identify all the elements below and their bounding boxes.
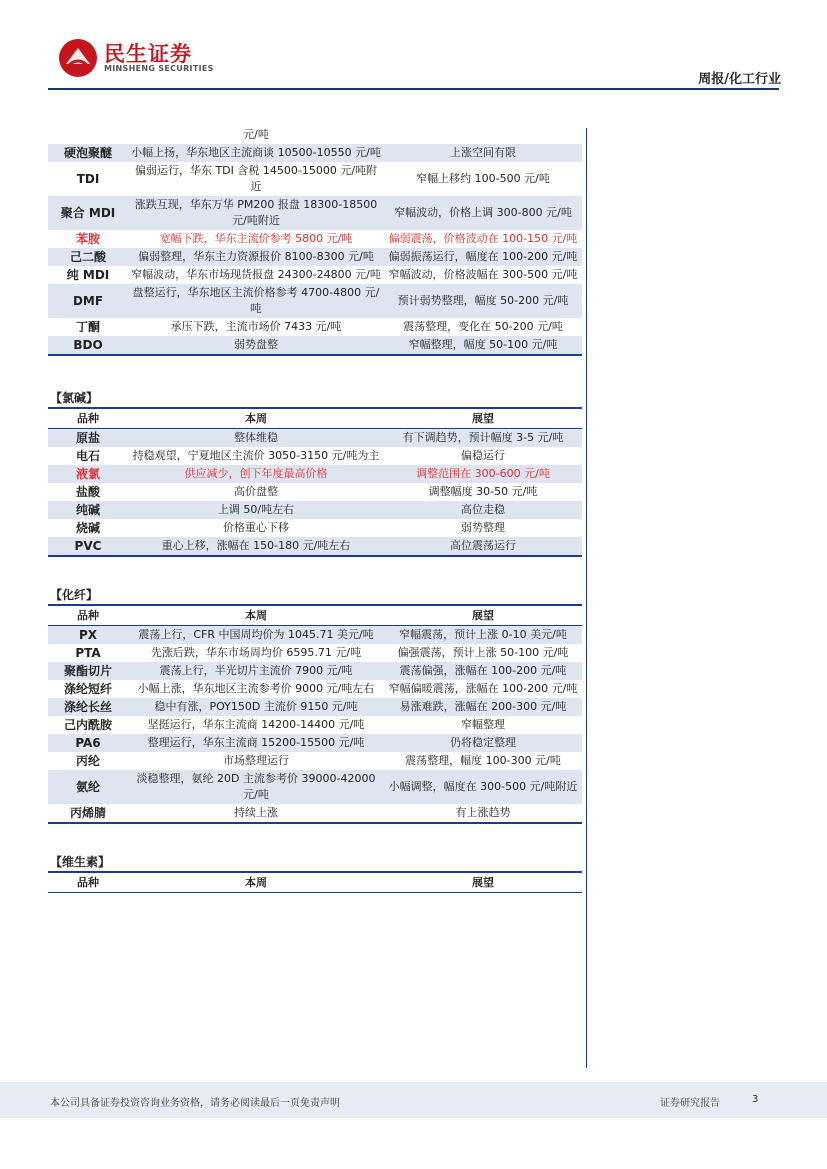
table-row xyxy=(48,126,582,144)
cell-week: 持续上涨 xyxy=(234,806,278,819)
table-header-row xyxy=(48,408,582,429)
table-body xyxy=(48,429,582,557)
table-body xyxy=(48,626,582,824)
cell-outlook: 窄幅整理，幅度 50-100 元/吨 xyxy=(384,336,582,355)
cell-outlook: 调整幅度 30-50 元/吨 xyxy=(428,485,538,498)
cell-outlook: 高位走稳 xyxy=(384,501,582,519)
cell-outlook: 偏强震荡，预计上涨 50-100 元/吨 xyxy=(397,646,569,659)
cell-name: 丁酮 xyxy=(75,320,100,334)
table-row xyxy=(48,429,582,448)
cell-outlook: 弱势整理 xyxy=(461,521,505,534)
cell-week: 偏弱整理，华东主力资源报价 8100-8300 元/吨 xyxy=(128,248,384,266)
cell-outlook: 偏弱震荡，价格波动在 100-150 元/吨 xyxy=(388,232,578,245)
cell-name: 氨纶 xyxy=(48,770,128,804)
cell-week: 先涨后跌，华东市场周均价 6595.71 元/吨 xyxy=(150,646,362,659)
table-row xyxy=(48,626,582,645)
table-row xyxy=(48,662,582,680)
cell-week: 窄幅波动，华东市场现货报盘 24300-24800 元/吨 xyxy=(131,268,381,281)
logo-text-en: MINSHENG SECURITIES xyxy=(104,64,214,73)
cell-week: 宽幅下跌，华东主流价参考 5800 元/吨 xyxy=(159,232,353,245)
col-header-week: 本周 xyxy=(128,605,384,626)
cell-name: 聚酯切片 xyxy=(48,662,128,680)
cell-name: 己二酸 xyxy=(48,248,128,266)
col-header-name: 品种 xyxy=(48,408,128,429)
table-row xyxy=(48,144,582,162)
table-row xyxy=(48,284,582,318)
section-title-chlor-alkali: 【氯碱】 xyxy=(50,391,99,405)
footer-report-label: 证券研究报告 xyxy=(660,1098,720,1109)
cell-outlook: 窄幅整理 xyxy=(461,718,505,731)
cell-week: 市场整理运行 xyxy=(223,754,289,767)
cell-name: BDO xyxy=(48,336,128,355)
table-row xyxy=(48,465,582,483)
cell-outlook: 上涨空间有限 xyxy=(384,144,582,162)
header-divider xyxy=(48,88,779,90)
cell-outlook: 有下调趋势，预计幅度 3-5 元/吨 xyxy=(384,429,582,448)
cell-name: 烧碱 xyxy=(75,521,100,535)
cell-week: 重心上移，涨幅在 150-180 元/吨左右 xyxy=(128,537,384,556)
cell-outlook: 窄幅波动，价格上调 300-800 元/吨 xyxy=(384,196,582,230)
page-number: 3 xyxy=(752,1094,759,1105)
cell-name: 盐酸 xyxy=(75,485,100,499)
cell-name: PX xyxy=(48,626,128,645)
cell-outlook: 高位震荡运行 xyxy=(384,537,582,556)
cell-week: 淡稳整理，氨纶 20D 主流参考价 39000-42000 元/吨 xyxy=(128,770,384,804)
minsheng-logo-icon xyxy=(58,38,98,78)
cell-week: 上调 50/吨左右 xyxy=(128,501,384,519)
table-row xyxy=(48,162,582,196)
table-row xyxy=(48,248,582,266)
cell-week: 涨跌互现，华东万华 PM200 报盘 18300-18500 元/吨附近 xyxy=(128,196,384,230)
col-header-name: 品种 xyxy=(48,605,128,626)
cell-outlook: 有上涨趋势 xyxy=(455,806,511,819)
main-content xyxy=(48,126,582,893)
cell-name: 硬泡聚醚 xyxy=(48,144,128,162)
cell-name: DMF xyxy=(48,284,128,318)
cell-name: 丙纶 xyxy=(75,754,100,768)
cell-week: 整理运行，华东主流商 15200-15500 元/吨 xyxy=(128,734,384,752)
cell-week: 偏弱运行，华东 TDI 含税 14500-15000 元/吨附近 xyxy=(134,164,378,193)
table-row xyxy=(48,483,582,501)
footer-disclaimer: 本公司具备证券投资咨询业务资格，请务必阅读最后一页免责声明 xyxy=(50,1098,340,1109)
table-row xyxy=(48,698,582,716)
col-header-week: 本周 xyxy=(128,408,384,429)
col-header-outlook: 展望 xyxy=(384,408,582,429)
table-row xyxy=(48,196,582,230)
cell-name: PVC xyxy=(48,537,128,556)
cell-week: 承压下跌，主流市场价 7433 元/吨 xyxy=(170,320,342,333)
table-fiber xyxy=(48,604,582,824)
cell-name: PA6 xyxy=(48,734,128,752)
table-row xyxy=(48,447,582,465)
table-row xyxy=(48,804,582,823)
cell-outlook: 窄幅震荡，预计上涨 0-10 美元/吨 xyxy=(384,626,582,645)
table-row xyxy=(48,644,582,662)
cell-name: 纯碱 xyxy=(48,501,128,519)
cell-name: 电石 xyxy=(75,449,100,463)
cell-week: 元/吨 xyxy=(243,128,269,141)
cell-name xyxy=(48,126,128,144)
cell-week: 坚挺运行，华东主流商 14200-14400 元/吨 xyxy=(147,718,365,731)
cell-name: 己内酰胺 xyxy=(63,718,112,732)
table-row xyxy=(48,336,582,355)
right-margin-rule xyxy=(586,128,587,1068)
cell-name: 原盐 xyxy=(48,429,128,448)
table-row xyxy=(48,501,582,519)
cell-outlook: 震荡整理，幅度 100-300 元/吨 xyxy=(405,754,561,767)
col-header-outlook: 展望 xyxy=(384,605,582,626)
cell-week: 整体维稳 xyxy=(128,429,384,448)
cell-week: 小幅上涨，华东地区主流参考价 9000 元/吨左右 xyxy=(137,682,375,695)
cell-name: 苯胺 xyxy=(75,232,100,246)
cell-week: 小幅上扬，华东地区主流商谈 10500-10550 元/吨 xyxy=(128,144,384,162)
cell-outlook: 震荡偏强，涨幅在 100-200 元/吨 xyxy=(384,662,582,680)
cell-name: 液氯 xyxy=(48,465,128,483)
cell-week: 高价盘整 xyxy=(234,485,278,498)
table-body xyxy=(48,126,582,355)
report-type: 周报/化工行业 xyxy=(698,72,781,87)
table-row xyxy=(48,318,582,336)
section-title-fiber: 【化纤】 xyxy=(50,588,99,602)
col-header-week: 本周 xyxy=(128,872,384,893)
table-header-row xyxy=(48,872,582,893)
table-row xyxy=(48,537,582,556)
table-row xyxy=(48,770,582,804)
cell-outlook xyxy=(384,126,582,144)
table-vitamin xyxy=(48,871,582,893)
cell-name: 聚合 MDI xyxy=(48,196,128,230)
cell-week: 价格重心下移 xyxy=(223,521,289,534)
table-row xyxy=(48,230,582,248)
table-row xyxy=(48,680,582,698)
logo-text-cn: 民生证券 xyxy=(104,42,192,66)
cell-outlook: 小幅调整，幅度在 300-500 元/吨附近 xyxy=(384,770,582,804)
cell-outlook: 偏弱振荡运行，幅度在 100-200 元/吨 xyxy=(384,248,582,266)
col-header-outlook: 展望 xyxy=(384,872,582,893)
cell-week: 盘整运行，华东地区主流价格参考 4700-4800 元/吨 xyxy=(128,284,384,318)
cell-week: 震荡上行，半光切片主流价 7900 元/吨 xyxy=(128,662,384,680)
cell-outlook: 震荡整理，变化在 50-200 元/吨 xyxy=(403,320,563,333)
cell-name: 纯 MDI xyxy=(66,268,110,282)
cell-week: 弱势盘整 xyxy=(128,336,384,355)
cell-week: 震荡上行，CFR 中国周均价为 1045.71 美元/吨 xyxy=(128,626,384,645)
cell-outlook: 窄幅波动，价格波幅在 300-500 元/吨 xyxy=(388,268,578,281)
cell-week: 供应减少，创下年度最高价格 xyxy=(128,465,384,483)
cell-name: TDI xyxy=(76,172,100,186)
table-row xyxy=(48,266,582,284)
table-row xyxy=(48,716,582,734)
cell-outlook: 调整范围在 300-600 元/吨 xyxy=(384,465,582,483)
col-header-name: 品种 xyxy=(48,872,128,893)
cell-outlook: 预计弱势整理，幅度 50-200 元/吨 xyxy=(384,284,582,318)
cell-name: 涤纶短纤 xyxy=(63,682,112,696)
table-row xyxy=(48,519,582,537)
cell-outlook: 偏稳运行 xyxy=(461,449,505,462)
cell-week: 持稳观望，宁夏地区主流价 3050-3150 元/吨为主 xyxy=(132,449,380,462)
cell-name: 涤纶长丝 xyxy=(48,698,128,716)
cell-name: PTA xyxy=(75,646,101,660)
cell-name: 丙烯腈 xyxy=(69,806,106,820)
cell-week: 稳中有涨，POY150D 主流价 9150 元/吨 xyxy=(128,698,384,716)
page-footer xyxy=(0,1082,827,1118)
page-header xyxy=(0,0,827,90)
table-header-row xyxy=(48,605,582,626)
section-title-vitamin: 【维生素】 xyxy=(50,855,111,869)
cell-outlook: 窄幅上移约 100-500 元/吨 xyxy=(416,172,550,185)
table-chlor-alkali xyxy=(48,407,582,557)
cell-outlook: 易涨难跌，涨幅在 200-300 元/吨 xyxy=(384,698,582,716)
cell-outlook: 仍将稳定整理 xyxy=(384,734,582,752)
table-row xyxy=(48,752,582,770)
table-row xyxy=(48,734,582,752)
cell-outlook: 窄幅偏暖震荡，涨幅在 100-200 元/吨 xyxy=(388,682,578,695)
table-polyurethane xyxy=(48,126,582,356)
